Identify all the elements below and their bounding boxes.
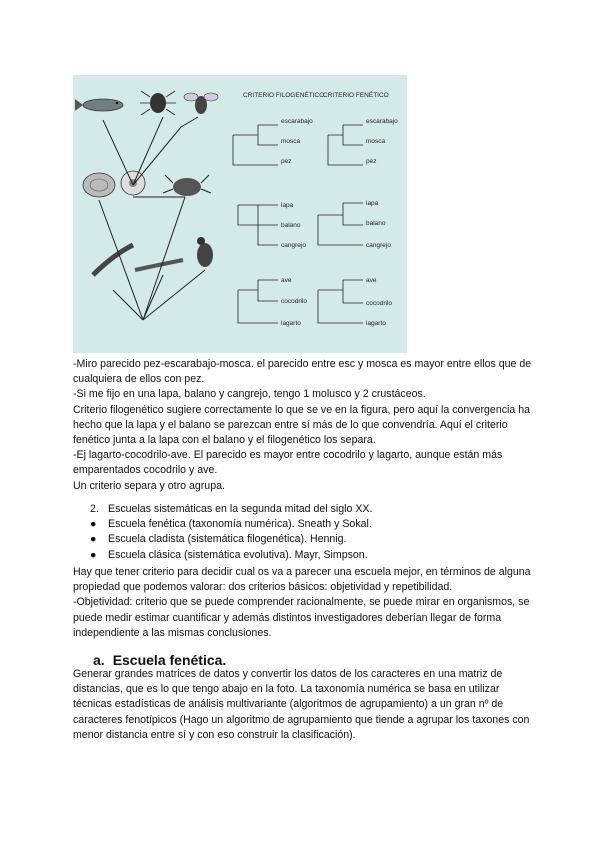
leaf-label: ave bbox=[366, 277, 377, 284]
tree-left-3 bbox=[238, 280, 278, 323]
paragraph: Generar grandes matrices de datos y convertir los datos de los caracteres en una matriz de distancias, que es lo que tengo abajo en la foto. La taxonomía numérica se basa en utilizar técnicas estadísticas de análisis multivariante (algoritmos de agrupamiento) a un gran nº de caracteres fenotípicos (Hago un algoritmo de agrupamiento que tiende a agrupar los taxones con menor distancia entre sí y con eso construir la clasificación). bbox=[73, 668, 530, 741]
leaf-label: lagarto bbox=[366, 320, 386, 327]
fish-illustration bbox=[75, 99, 123, 111]
bullet-icon: ● bbox=[90, 548, 97, 561]
heading-marker: a. bbox=[93, 652, 105, 668]
tree-left-2 bbox=[238, 205, 278, 245]
fly-illustration bbox=[184, 93, 218, 114]
list-item-text: Escuela fenética (taxonomía numérica). Sneath y Sokal. bbox=[108, 518, 372, 531]
leaf-label: lapa bbox=[366, 200, 379, 207]
paragraph: Criterio filogenético sugiere correctamente lo que se ve en la figura, pero aquí la convergencia ha hecho que la lapa y el balano se parezcan entre sí más de lo que convendría. Aquí el criterio fenético junta a la lapa con el balano y el filogenético los separa. bbox=[73, 403, 530, 447]
leaf-label: mosca bbox=[281, 138, 301, 145]
bullet-icon: ● bbox=[90, 518, 97, 531]
header-phenetic: CRITERIO FENÉTICO bbox=[323, 92, 389, 99]
leaf-label: pez bbox=[281, 158, 292, 165]
leaf-label: cocodrilo bbox=[366, 300, 393, 307]
leaf-label: pez bbox=[366, 158, 377, 165]
leaf-label: mosca bbox=[366, 138, 386, 145]
leaf-label: ave bbox=[281, 277, 292, 284]
paragraph: -Si me fijo en una lapa, balano y cangrejo, tengo 1 molusco y 2 crustáceos. bbox=[73, 388, 426, 401]
leaf-label: lagarto bbox=[281, 320, 301, 327]
section-heading bbox=[93, 652, 226, 668]
leaf-label: balano bbox=[281, 222, 301, 229]
phylogeny-lines-1 bbox=[103, 117, 198, 185]
beetle-illustration bbox=[140, 91, 176, 115]
lizard-illustration bbox=[135, 260, 183, 270]
bullet-icon: ● bbox=[90, 533, 97, 546]
leaf-label: escarabajo bbox=[366, 118, 398, 125]
list-item-text: Escuela cladista (sistemática filogenética). Hennig. bbox=[108, 533, 347, 546]
leaf-label: cangrejo bbox=[281, 242, 306, 249]
heading-text: Escuela fenética. bbox=[112, 652, 227, 668]
cladogram-svg bbox=[73, 75, 407, 353]
limpet-illustration bbox=[83, 173, 115, 197]
explanation-block bbox=[73, 357, 535, 494]
list-item-text: Escuela clásica (sistemática evolutiva). Mayr, Simpson. bbox=[108, 548, 368, 561]
paragraph: -Miro parecido pez-escarabajo-mosca. el parecido entre esc y mosca es mayor entre ellos que de cualquiera de ellos con pez. bbox=[73, 358, 532, 386]
list-item bbox=[90, 532, 510, 547]
leaf-label: escarabajo bbox=[281, 118, 313, 125]
leaf-label: lapa bbox=[281, 202, 294, 209]
list-marker: 2. bbox=[90, 503, 99, 515]
header-phylogenetic: CRITERIO FILOGENÉTICO bbox=[243, 92, 325, 99]
phylogeny-lines-3 bbox=[113, 270, 205, 320]
tree-left-1 bbox=[233, 125, 278, 165]
cladogram-figure bbox=[73, 75, 407, 353]
paragraph: -Objetividad: criterio que se puede comprender racionalmente, se puede mirar en organismos, se puede medir estimar cuantificar y además distintos investigadores deberían llegar de forma independiente a las mismas conclusiones. bbox=[73, 596, 530, 639]
criteria-block bbox=[73, 565, 535, 641]
crocodile-illustration bbox=[93, 245, 133, 275]
phenetic-block bbox=[73, 667, 535, 743]
tree-right-3 bbox=[318, 280, 363, 323]
list-item-text: Escuelas sistemáticas en la segunda mitad del siglo XX. bbox=[108, 503, 373, 515]
list-item bbox=[90, 517, 510, 532]
crab-illustration bbox=[163, 175, 211, 196]
bird-illustration bbox=[197, 237, 213, 267]
list-item bbox=[90, 502, 510, 517]
leaf-label: balano bbox=[366, 220, 386, 227]
leaf-label: cangrejo bbox=[366, 242, 391, 249]
leaf-label: cocodrilo bbox=[281, 298, 308, 305]
tree-right-2 bbox=[318, 203, 363, 245]
paragraph: -Ej lagarto-cocodrilo-ave. El parecido es mayor entre cocodrilo y lagarto, aunque están más emparentados cocodrilo y ave. bbox=[73, 449, 503, 477]
schools-list bbox=[90, 502, 510, 563]
list-item bbox=[90, 548, 510, 563]
paragraph: Un criterio separa y otro agrupa. bbox=[73, 479, 225, 492]
tree-right-1 bbox=[328, 125, 363, 165]
paragraph: Hay que tener criterio para decidir cual os va a parecer una escuela mejor, en términos de alguna propiedad que podemos valorar: dos criterios básicos: objetividad y repetibilidad. bbox=[73, 566, 531, 594]
